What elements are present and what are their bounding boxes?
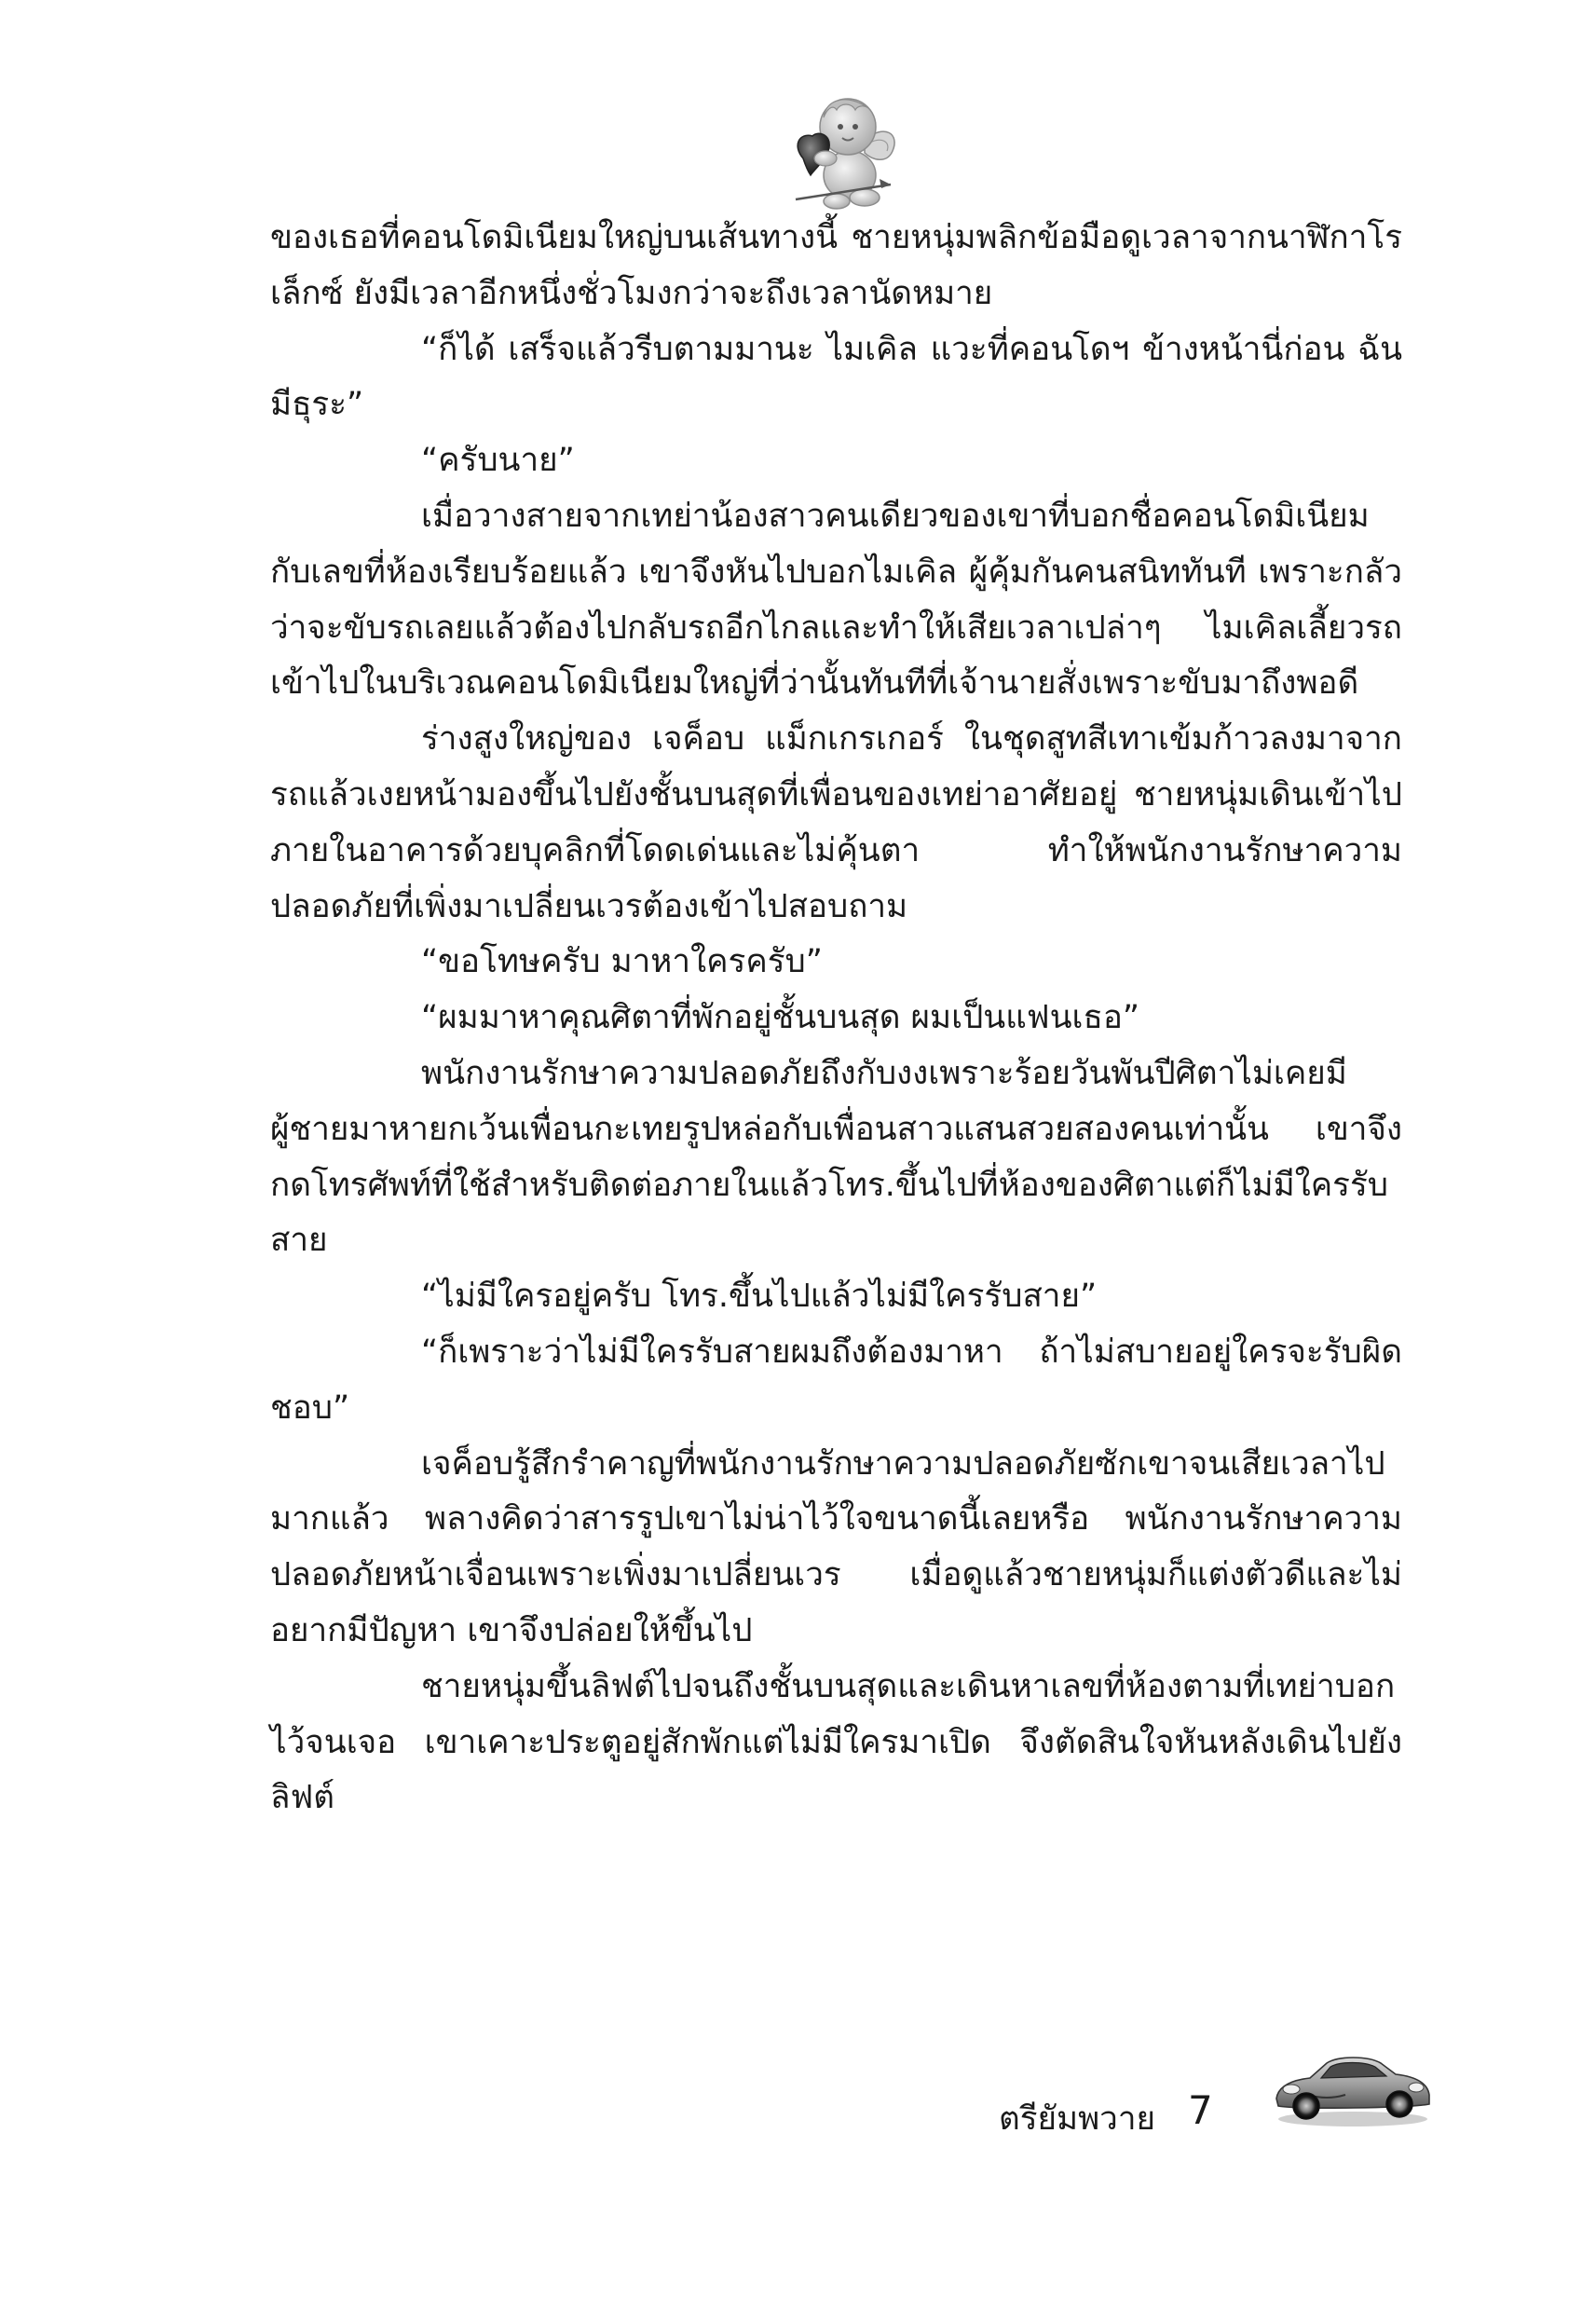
paragraph: เจค็อบรู้สึกรำคาญที่พนักงานรักษาความปลอดภัยซักเขาจนเสียเวลาไปมากแล้ว พลางคิดว่าสารรูปเขาไม่น่าไว้ใจขนาดนี้เลยหรือ พนักงานรักษาความปลอดภัยหน้าเจื่อนเพราะเพิ่งมาเปลี่ยนเวร เมื่อดูแล้วชายหนุ่มก็แต่งตัวดีและไม่อยากมีปัญหา เขาจึงปล่อยให้ขึ้นไป bbox=[270, 1444, 1402, 1649]
paragraph: “ก็ได้ เสร็จแล้วรีบตามมานะ ไมเคิล แวะที่คอนโดฯ ข้างหน้านี่ก่อน ฉันมีธุระ” bbox=[270, 330, 1402, 424]
paragraph: ชายหนุ่มขึ้นลิฟต์ไปจนถึงชั้นบนสุดและเดินหาเลขที่ห้องตามที่เทย่าบอกไว้จนเจอ เขาเคาะประตูอยู่สักพักแต่ไม่มีใครมาเปิด จึงตัดสินใจหันหลังเดินไปยังลิฟต์ bbox=[270, 1667, 1402, 1817]
book-title: ตรียัมพวาย bbox=[999, 2100, 1155, 2138]
paragraph: ร่างสูงใหญ่ของ เจค็อบ แม็กเกรเกอร์ ในชุดสูทสีเทาเข้มก้าวลงมาจากรถแล้วเงยหน้ามองขึ้นไปยังชั้นบนสุดที่เพื่อนของเทย่าอาศัยอยู่ ชายหนุ่มเดินเข้าไปภายในอาคารด้วยบุคลิกที่โดดเด่นและไม่คุ้นตา ทำให้พนักงานรักษาความปลอดภัยที่เพิ่งมาเปลี่ยนเวรต้องเข้าไปสอบถาม bbox=[270, 720, 1402, 925]
paragraph: “ครับนาย” bbox=[421, 442, 575, 480]
sports-car-icon bbox=[1271, 2043, 1433, 2128]
page-footer bbox=[988, 2080, 1304, 2136]
page-number: 7 bbox=[1188, 2087, 1213, 2133]
paragraph: ของเธอที่คอนโดมิเนียมใหญ่บนเส้นทางนี้ ชายหนุ่มพลิกข้อมือดูเวลาจากนาฬิกาโรเล็กซ์ ยังมีเวลาอีกหนึ่งชั่วโมงกว่าจะถึงเวลานัดหมาย bbox=[270, 219, 1402, 312]
paragraph: “ขอโทษครับ มาหาใครครับ” bbox=[421, 943, 823, 981]
cupid-with-heart-icon bbox=[783, 86, 902, 214]
paragraph: “ไม่มีใครอยู่ครับ โทร.ขึ้นไปแล้วไม่มีใครรับสาย” bbox=[421, 1278, 1098, 1316]
body-text bbox=[270, 211, 1402, 1826]
paragraph: “ก็เพราะว่าไม่มีใครรับสายผมถึงต้องมาหา ถ้าไม่สบายอยู่ใครจะรับผิดชอบ” bbox=[270, 1333, 1402, 1427]
paragraph: เมื่อวางสายจากเทย่าน้องสาวคนเดียวของเขาที่บอกชื่อคอนโดมิเนียมกับเลขที่ห้องเรียบร้อยแล้ว เขาจึงหันไปบอกไมเคิล ผู้คุ้มกันคนสนิททันที เพราะกลัวว่าจะขับรถเลยแล้วต้องไปกลับรถอีกไกลและทำให้เสียเวลาเปล่าๆ ไมเคิลเลี้ยวรถเข้าไปในบริเวณคอนโดมิเนียมใหญ่ที่ว่านั้นทันทีที่เจ้านายสั่งเพราะขับมาถึงพอดี bbox=[270, 497, 1402, 703]
paragraph: พนักงานรักษาความปลอดภัยถึงกับงงเพราะร้อยวันพันปีศิตาไม่เคยมีผู้ชายมาหายกเว้นเพื่อนกะเทยรูปหล่อกับเพื่อนสาวแสนสวยสองคนเท่านั้น เขาจึงกดโทรศัพท์ที่ใช้สำหรับติดต่อภายในแล้วโทร.ขึ้นไปที่ห้องของศิตาแต่ก็ไม่มีใครรับสาย bbox=[270, 1054, 1402, 1260]
paragraph: “ผมมาหาคุณศิตาที่พักอยู่ชั้นบนสุด ผมเป็นแฟนเธอ” bbox=[421, 999, 1139, 1037]
